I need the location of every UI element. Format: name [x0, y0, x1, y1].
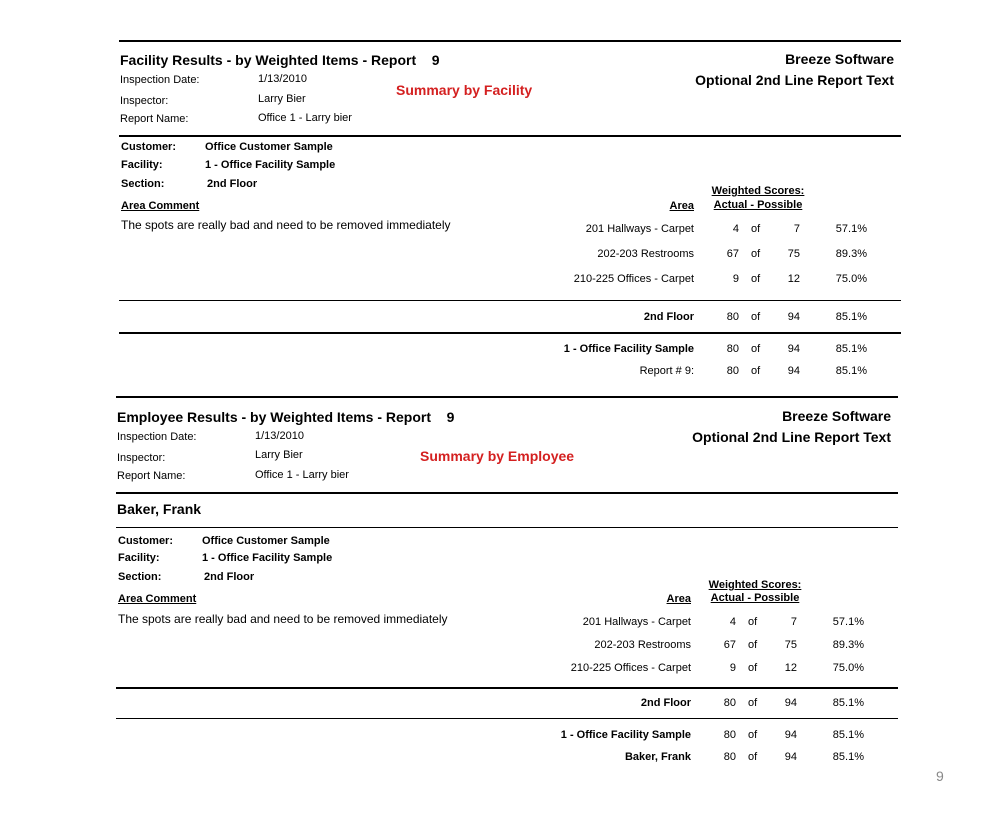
table-row-actual: 9 — [729, 662, 736, 674]
table-row-pct: 57.1% — [835, 223, 867, 235]
section-total-actual: 80 — [726, 311, 739, 323]
table-row-possible: 75 — [784, 639, 797, 651]
table-row-of: of — [748, 616, 758, 628]
employee-company-name: Breeze Software — [782, 408, 891, 424]
actual-possible-header: Actual - Possible — [713, 199, 803, 211]
table-row-actual: 4 — [732, 223, 739, 235]
facility-total-possible: 94 — [787, 343, 800, 355]
employee-facility-total-possible: 94 — [784, 729, 797, 741]
facility-total-actual: 80 — [726, 343, 739, 355]
employee-inspection-date-label: Inspection Date: — [117, 431, 197, 443]
section-value: 2nd Floor — [207, 178, 258, 190]
section-total-of: of — [751, 311, 761, 323]
inspection-date-value: 1/13/2010 — [258, 73, 307, 85]
employee-total-label: Baker, Frank — [624, 751, 691, 763]
table-row-area: 210-225 Offices - Carpet — [570, 662, 691, 674]
employee-total-pct: 85.1% — [832, 751, 864, 763]
report-second-line: Optional 2nd Line Report Text — [695, 72, 894, 88]
facility-total-label: 1 - Office Facility Sample — [563, 343, 694, 355]
employee-area-comment: The spots are really bad and need to be removed immediately — [118, 612, 448, 626]
employee-total-of: of — [748, 751, 758, 763]
employee-report-second-line: Optional 2nd Line Report Text — [692, 429, 891, 445]
facility-total-of: of — [751, 343, 761, 355]
facility-label: Facility: — [121, 159, 163, 171]
facility-rule — [119, 332, 901, 334]
table-row-pct: 75.0% — [835, 273, 867, 285]
table-row-area: 202-203 Restrooms — [594, 639, 691, 651]
table-row-actual: 9 — [732, 273, 739, 285]
customer-label: Customer: — [121, 141, 177, 153]
table-row-of: of — [751, 223, 761, 235]
weighted-scores-header: Weighted Scores: — [711, 185, 805, 197]
table-row-possible: 7 — [790, 616, 797, 628]
customer-value: Office Customer Sample — [205, 141, 333, 153]
employee-section-total-possible: 94 — [784, 697, 797, 709]
facility-total-pct: 85.1% — [835, 343, 867, 355]
employee-customer-value: Office Customer Sample — [202, 535, 330, 547]
employee-section-value: 2nd Floor — [204, 571, 255, 583]
employee-facility-total-actual: 80 — [723, 729, 736, 741]
area-comment-header: Area Comment — [121, 200, 200, 212]
table-row-of: of — [748, 662, 758, 674]
report-title: Facility Results - by Weighted Items - Report 9 — [120, 52, 440, 68]
employee-section-total-actual: 80 — [723, 697, 736, 709]
employee-section-total-label: 2nd Floor — [640, 697, 691, 709]
table-row-actual: 4 — [729, 616, 736, 628]
employee-facility-label: Facility: — [118, 552, 160, 564]
inspector-label: Inspector: — [120, 95, 169, 107]
employee-top-rule — [116, 396, 898, 398]
employee-section-rule — [116, 687, 898, 689]
employee-area-header: Area — [666, 593, 691, 605]
employee-facility-rule — [116, 718, 898, 719]
employee-section-label: Section: — [118, 571, 162, 583]
employee-inspector-value: Larry Bier — [255, 449, 303, 461]
table-row-area: 210-225 Offices - Carpet — [573, 273, 694, 285]
table-row-pct: 57.1% — [832, 616, 864, 628]
employee-facility-total-pct: 85.1% — [832, 729, 864, 741]
table-row-area: 201 Hallways - Carpet — [582, 616, 691, 628]
employee-actual-possible-header: Actual - Possible — [710, 592, 800, 604]
employee-weighted-scores-header: Weighted Scores: — [708, 579, 802, 591]
report-name-label: Report Name: — [120, 113, 189, 125]
table-row-area: 201 Hallways - Carpet — [585, 223, 694, 235]
header-rule — [119, 135, 901, 137]
employee-facility-total-label: 1 - Office Facility Sample — [560, 729, 691, 741]
table-row-of: of — [748, 639, 758, 651]
section-total-pct: 85.1% — [835, 311, 867, 323]
report-total-pct: 85.1% — [835, 365, 867, 377]
table-row-of: of — [751, 273, 761, 285]
company-name: Breeze Software — [785, 51, 894, 67]
report-total-possible: 94 — [787, 365, 800, 377]
employee-total-possible: 94 — [784, 751, 797, 763]
table-row-pct: 75.0% — [832, 662, 864, 674]
top-rule — [119, 40, 901, 42]
table-row-pct: 89.3% — [835, 248, 867, 260]
report-name-value: Office 1 - Larry bier — [258, 112, 352, 124]
section-label: Section: — [121, 178, 165, 190]
section-rule — [119, 300, 901, 301]
page-number: 9 — [936, 768, 944, 784]
employee-summary-label: Summary by Employee — [420, 448, 575, 464]
table-row-possible: 12 — [784, 662, 797, 674]
area-comment: The spots are really bad and need to be removed immediately — [121, 218, 451, 232]
section-total-label: 2nd Floor — [643, 311, 694, 323]
table-row-actual: 67 — [723, 639, 736, 651]
employee-customer-label: Customer: — [118, 535, 174, 547]
employee-section-total-pct: 85.1% — [832, 697, 864, 709]
inspection-date-label: Inspection Date: — [120, 74, 200, 86]
section-total-possible: 94 — [787, 311, 800, 323]
report-total-of: of — [751, 365, 761, 377]
employee-report-name-label: Report Name: — [117, 470, 186, 482]
employee-inspection-date-value: 1/13/2010 — [255, 430, 304, 442]
employee-name-rule — [116, 527, 898, 528]
employee-facility-value: 1 - Office Facility Sample — [202, 552, 333, 564]
employee-total-actual: 80 — [723, 751, 736, 763]
employee-report-name-value: Office 1 - Larry bier — [255, 469, 349, 481]
employee-report-title: Employee Results - by Weighted Items - Report 9 — [117, 409, 455, 425]
inspector-value: Larry Bier — [258, 93, 306, 105]
table-row-actual: 67 — [726, 248, 739, 260]
employee-inspector-label: Inspector: — [117, 452, 166, 464]
table-row-area: 202-203 Restrooms — [597, 248, 694, 260]
summary-label: Summary by Facility — [396, 82, 533, 98]
employee-facility-total-of: of — [748, 729, 758, 741]
table-row-possible: 7 — [793, 223, 800, 235]
employee-header-rule — [116, 492, 898, 494]
employee-name-heading: Baker, Frank — [117, 501, 202, 517]
facility-value: 1 - Office Facility Sample — [205, 159, 336, 171]
table-row-pct: 89.3% — [832, 639, 864, 651]
table-row-possible: 12 — [787, 273, 800, 285]
table-row-possible: 75 — [787, 248, 800, 260]
report-total-label: Report # 9: — [639, 365, 694, 377]
table-row-of: of — [751, 248, 761, 260]
area-header: Area — [669, 200, 694, 212]
report-total-actual: 80 — [726, 365, 739, 377]
employee-section-total-of: of — [748, 697, 758, 709]
employee-area-comment-header: Area Comment — [118, 593, 197, 605]
